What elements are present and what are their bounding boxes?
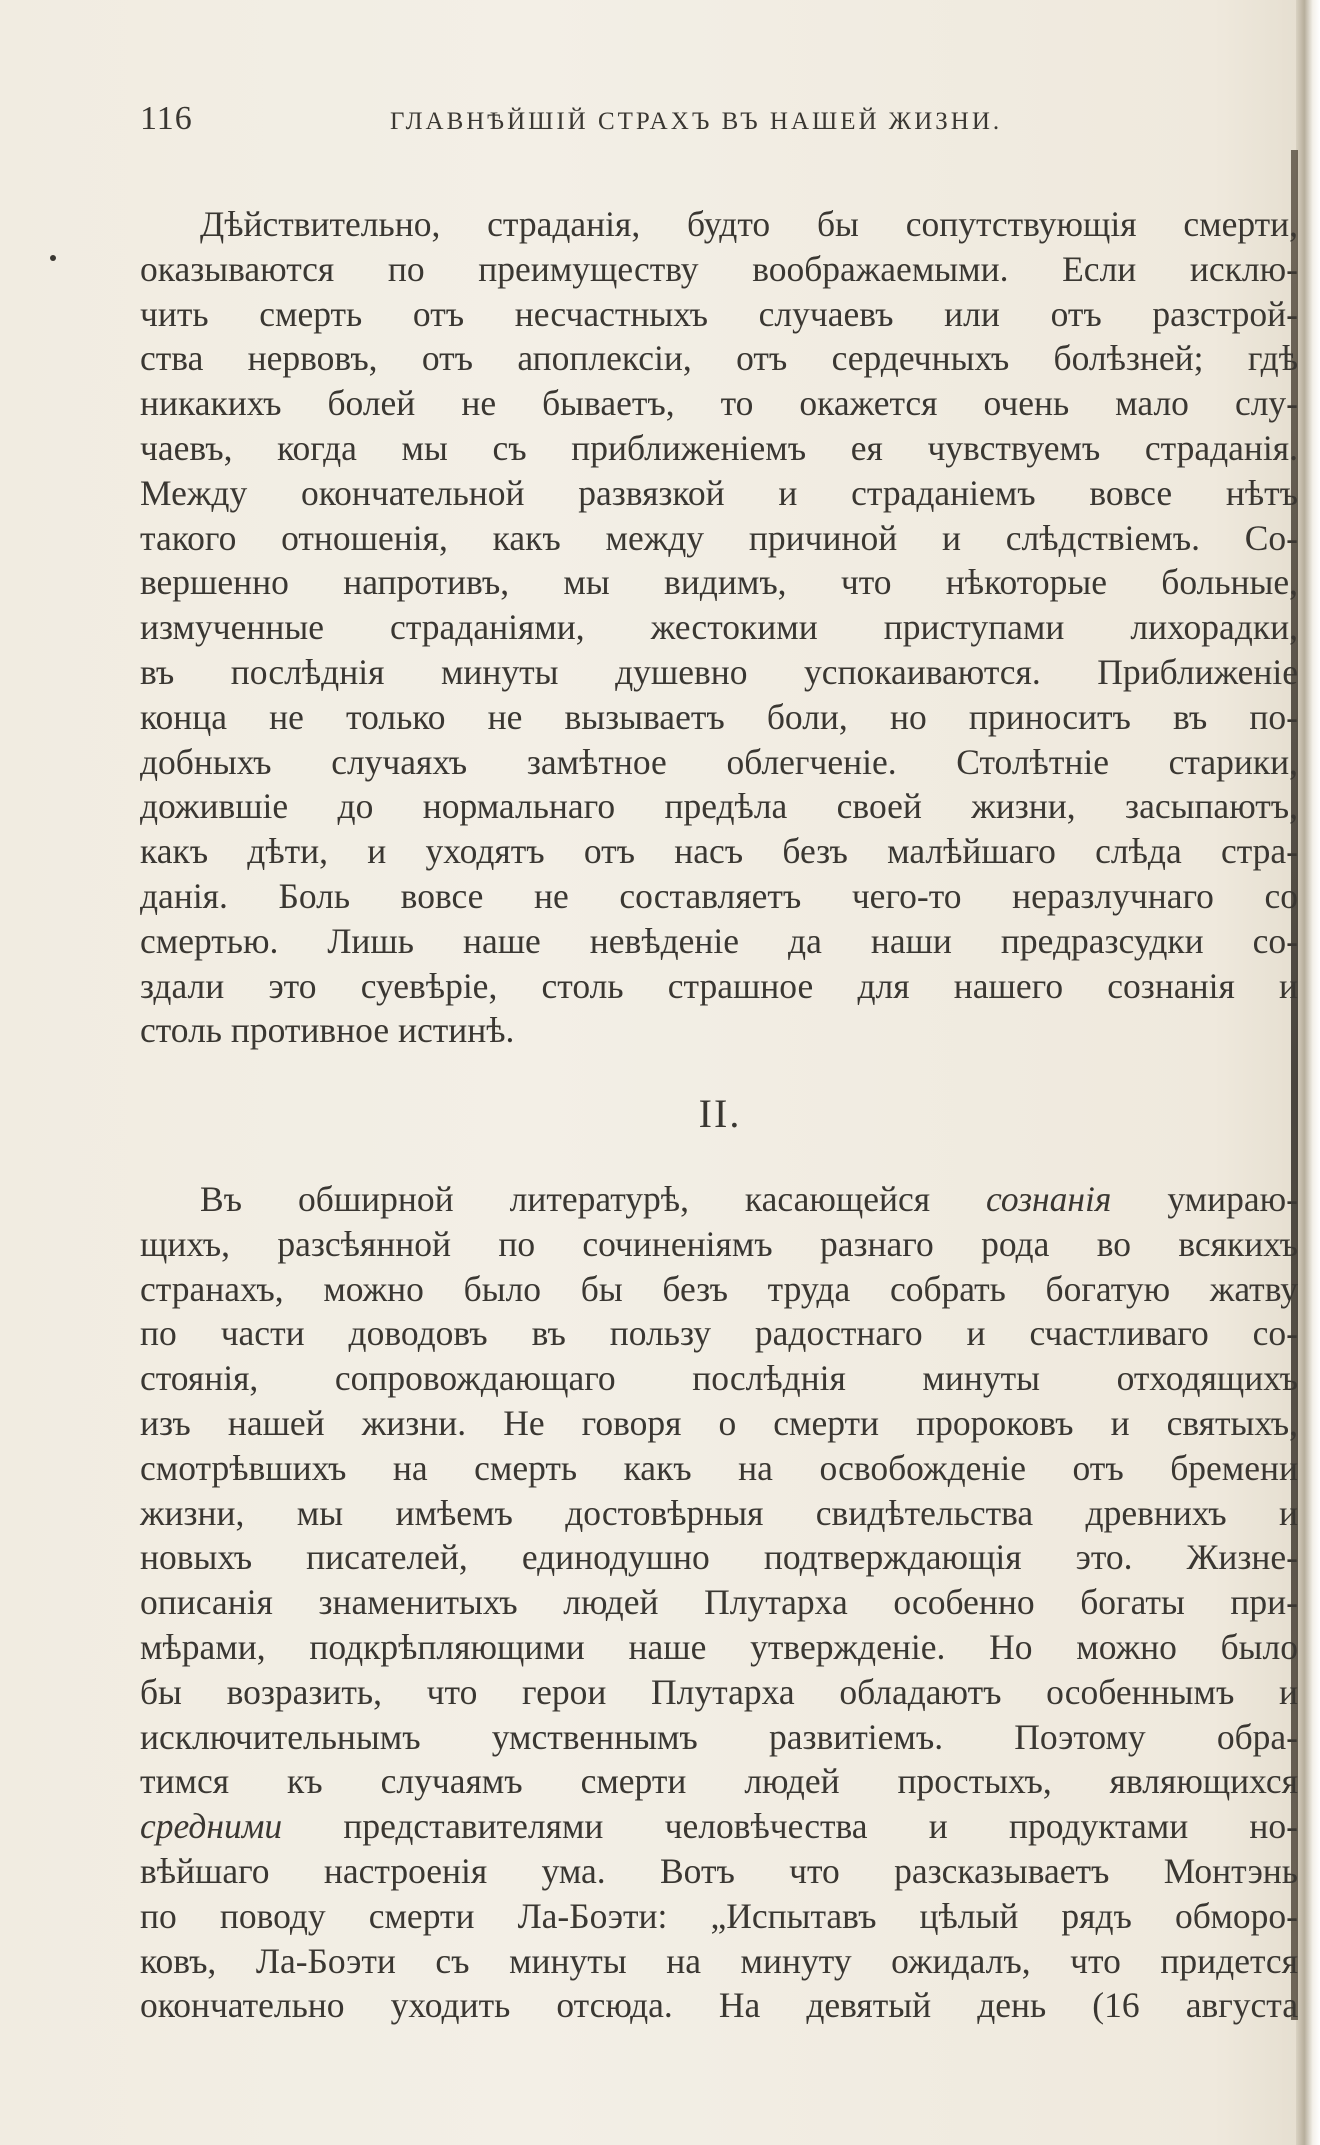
text-line: окончательно уходить отсюда. На девятый день (16 августа: [140, 1985, 1298, 2026]
text-line: никакихъ болей не бываетъ, то окажется очень мало слу-: [140, 383, 1298, 424]
text-line: такого отношенія, какъ между причиной и слѣдствіемъ. Со-: [140, 517, 1298, 558]
section-heading: II.: [698, 1091, 742, 1136]
text-line: [140, 1804, 1298, 1849]
text-line: по поводу смерти Ла-Боэти: „Испытавъ цѣлый рядъ обморо-: [140, 1895, 1298, 1936]
text-line: Между окончательной развязкой и страданіемъ вовсе нѣтъ: [140, 472, 1298, 513]
text-line: вѣйшаго настроенія ума. Вотъ что разсказываетъ Монтэнь: [140, 1850, 1298, 1891]
paragraph-2: [140, 1177, 1298, 2028]
margin-speck: [50, 255, 56, 261]
text-line: тимся къ случаямъ смерти людей простыхъ, являющихся: [140, 1761, 1298, 1802]
text-line: щихъ, разсѣянной по сочиненіямъ разнаго рода во всякихъ: [140, 1223, 1298, 1264]
text-line: бы возразить, что герои Плутарха обладаютъ особеннымъ и: [140, 1671, 1298, 1712]
text-run: Въ обширной литературѣ, касающейся: [200, 1179, 987, 1219]
text-line: [140, 1177, 1298, 1222]
text-line: стоянія, сопровождающаго послѣднія минуты отходящихъ: [140, 1358, 1298, 1399]
text-line: дожившіе до нормальнаго предѣла своей жизни, засыпаютъ,: [140, 786, 1298, 827]
page-header: [140, 100, 1300, 150]
page-edge: [1296, 0, 1320, 2145]
text-line: здали это суевѣріе, столь страшное для нашего сознанія и: [140, 965, 1298, 1006]
text-line: чить смерть отъ несчастныхъ случаевъ или отъ разстрой-: [140, 293, 1298, 334]
text-line: чаевъ, когда мы съ приближеніемъ ея чувствуемъ страданія.: [140, 427, 1298, 468]
text-line: добныхъ случаяхъ замѣтное облегченіе. Столѣтніе старики,: [140, 741, 1298, 782]
text-run: умираю-: [1111, 1179, 1298, 1219]
page-number: 116: [140, 100, 193, 137]
emphasis: сознанія: [986, 1179, 1112, 1219]
text-line: смотрѣвшихъ на смерть какъ на освобожденіе отъ бремени: [140, 1447, 1298, 1488]
text-line: измученные страданіями, жестокими приступами лихорадки,: [140, 607, 1298, 648]
text-line: столь противное истинѣ.: [140, 1010, 515, 1051]
paragraph-1: [140, 202, 1298, 1053]
text-line: жизни, мы имѣемъ достовѣрныя свидѣтельства древнихъ и: [140, 1492, 1298, 1533]
text-line: по части доводовъ въ пользу радостнаго и счастливаго со-: [140, 1313, 1298, 1354]
text-line: смертью. Лишь наше невѣденіе да наши предразсудки со-: [140, 920, 1298, 961]
text-line: ковъ, Ла-Боэти съ минуты на минуту ожидалъ, что придется: [140, 1940, 1298, 1981]
text-line: вершенно напротивъ, мы видимъ, что нѣкоторые больные,: [140, 562, 1298, 603]
text-line: въ послѣднія минуты душевно успокаиваются. Приближеніе: [140, 651, 1298, 692]
running-head: ГЛАВНѢЙШІЙ СТРАХЪ ВЪ НАШЕЙ ЖИЗНИ.: [390, 108, 1003, 135]
text-line: какъ дѣти, и уходятъ отъ насъ безъ малѣйшаго слѣда стра-: [140, 831, 1298, 872]
emphasis: средними: [140, 1806, 283, 1847]
text-line: мѣрами, подкрѣпляющими наше утвержденіе. Но можно было: [140, 1626, 1298, 1667]
text-line: Дѣйствительно, страданія, будто бы сопутствующія смерти,: [200, 204, 1298, 244]
text-line: данія. Боль вовсе не составляетъ чего-то неразлучнаго со: [140, 875, 1298, 916]
text-line: новыхъ писателей, единодушно подтверждающія это. Жизне-: [140, 1537, 1298, 1578]
text-line: конца не только не вызываетъ боли, но приноситъ въ по-: [140, 696, 1298, 737]
text-run: представителями человѣчества и продуктами но-: [282, 1806, 1298, 1847]
text-line: странахъ, можно было бы безъ труда собрать богатую жатву: [140, 1268, 1298, 1309]
text-line: оказываются по преимуществу воображаемыми. Если исклю-: [140, 248, 1298, 289]
text-line: описанія знаменитыхъ людей Плутарха особенно богаты при-: [140, 1582, 1298, 1623]
text-line: исключительнымъ умственнымъ развитіемъ. Поэтому обра-: [140, 1716, 1298, 1757]
text-line: ства нервовъ, отъ апоплексіи, отъ сердечныхъ болѣзней; гдѣ: [140, 338, 1298, 379]
text-line: изъ нашей жизни. Не говоря о смерти пророковъ и святыхъ,: [140, 1402, 1298, 1443]
